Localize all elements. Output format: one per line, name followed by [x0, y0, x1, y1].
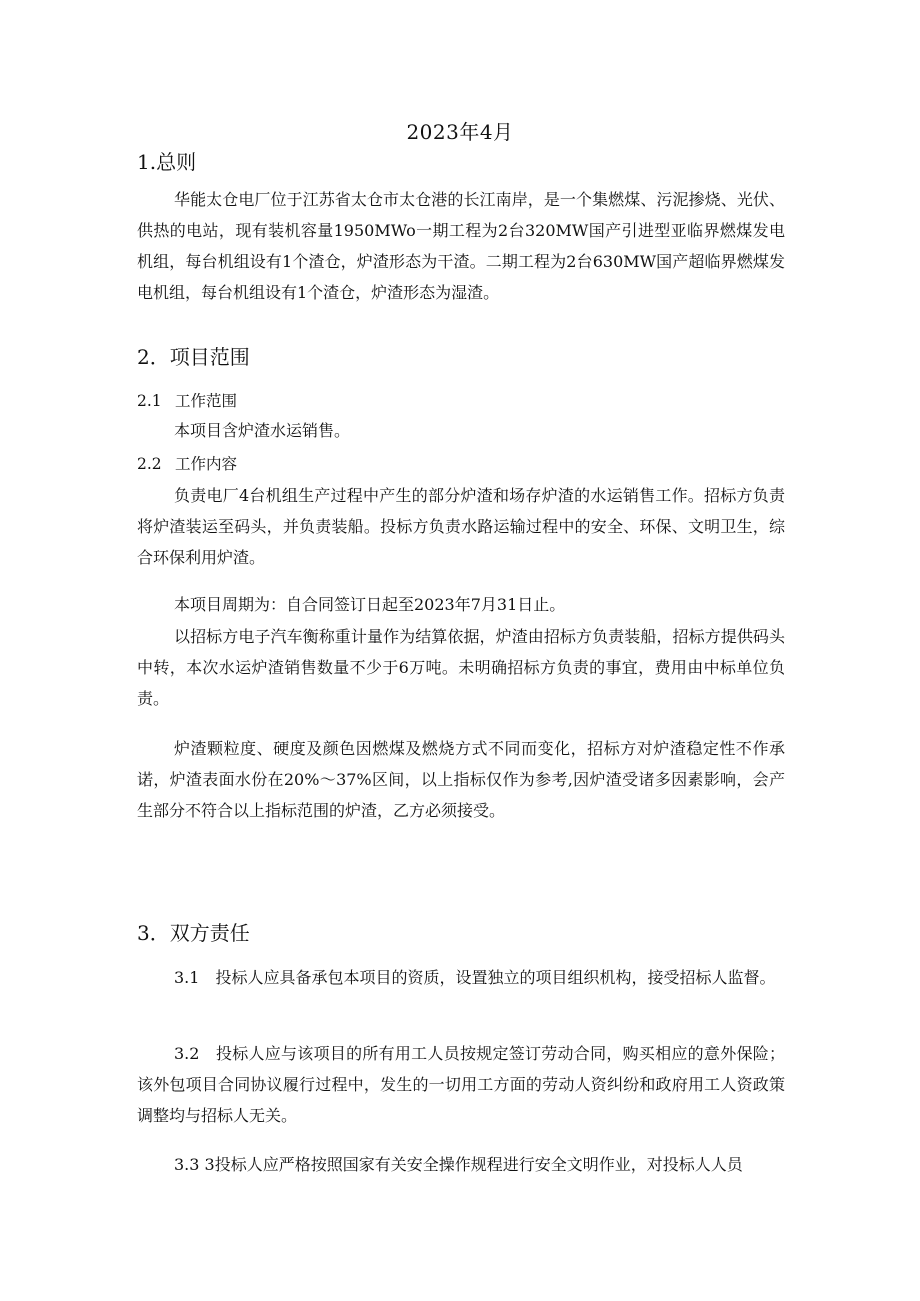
section-3-item: 3.3 3投标人应严格按照国家有关安全操作规程进行安全文明作业，对投标人人员 [174, 1155, 743, 1174]
subsection-2-2-paragraph: 负责电厂4台机组生产过程中产生的部分炉渣和场存炉渣的水运销售工作。招标方负责将炉渣装运至码头，并负责装船。投标方负责水路运输过程中的安全、环保、文明卫生，综合环保利用炉渣。 [137, 486, 785, 567]
subsection-2-1-heading [137, 389, 237, 411]
section-1-paragraph: 华能太仓电厂位于江苏省太仓市太仓港的长江南岸，是一个集燃煤、污泥掺烧、光伏、供热的电站，现有装机容量1950MWo一期工程为2台320MW国产引进型亚临界燃煤发电机组，每台机组设有1个渣仓，炉渣形态为干渣。二期工程为2台630MW国产超临界燃煤发电机组，每台机组设有1个渣仓，炉渣形态为湿渣。 [137, 190, 785, 302]
subsection-2-1-text: 本项目含炉渣水运销售。 [174, 421, 351, 440]
subsection-2-2-paragraph: 本项目周期为：自合同签订日起至2023年7月31日止。 [174, 595, 566, 614]
subsection-number: 2.1 [137, 392, 162, 410]
subsection-title: 工作内容 [175, 455, 238, 473]
subsection-2-2-paragraph: 以招标方电子汽车衡称重计量作为结算依据，炉渣由招标方负责装船，招标方提供码头中转，本次水运炉渣销售数量不少于6万吨。未明确招标方负责的事宜，费用由中标单位负责。 [137, 627, 785, 708]
subsection-number: 2.2 [137, 455, 162, 473]
section-3-item: 3.1 投标人应具备承包本项目的资质，设置独立的项目组织机构，接受招标人监督。 [174, 968, 776, 987]
section-2-heading: 2．项目范围 [137, 345, 250, 369]
section-3-item: 3.2 投标人应与该项目的所有用工人员按规定签订劳动合同，购买相应的意外保险；该外包项目合同协议履行过程中，发生的一切用工方面的劳动人资纠纷和政府用工人资政策调整均与招标人无关。 [137, 1044, 785, 1125]
section-3-heading: 3．双方责任 [137, 921, 250, 945]
subsection-title: 工作范围 [175, 392, 238, 410]
section-1-heading: 1.总则 [137, 150, 197, 174]
document-date: 2023年4月 [406, 120, 514, 144]
subsection-2-2-paragraph: 炉渣颗粒度、硬度及颜色因燃煤及燃烧方式不同而变化，招标方对炉渣稳定性不作承诺，炉渣表面水份在20%～37%区间，以上指标仅作为参考,因炉渣受诸多因素影响，会产生部分不符合以上指标范围的炉渣，乙方必须接受。 [137, 739, 785, 820]
subsection-2-2-heading [137, 452, 237, 474]
